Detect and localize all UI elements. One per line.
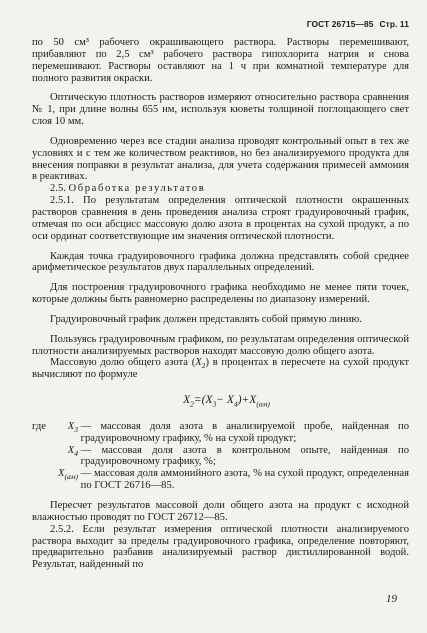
document-body [32, 37, 409, 571]
header-standard: ГОСТ 26715—85 [306, 19, 374, 29]
def-x4-text: — массовая доля азота в контрольном опыте, найденная по градуировочному графику, %; [80, 444, 409, 468]
formula-lhs-sub: 2 [190, 399, 194, 409]
p9-post: ) в процентах в пересчете на сухой продукт вычисляют по формуле [32, 357, 409, 381]
paragraph-2-5-2: 2.5.2. Если результат измерения оптической плотности анализируемого раствора выходит за пределы градуировочного графика, определение повторяют, предварительно разбавив анализируемый раствор дистиллированной водой. Результат, найденный по [32, 523, 409, 571]
p9-subscript: 2 [201, 361, 206, 371]
def-x3-text: — массовая доля азота в анализируемой пробе, найденная по градуировочному графику, % на сухой продукт; [80, 420, 409, 444]
formula-c-sub: (ам) [256, 399, 270, 409]
paragraph-7: Градуировочный график должен представлять собой прямую линию. [50, 313, 362, 325]
formula-minus: − [216, 394, 227, 407]
formula-b: X [226, 394, 234, 407]
formula-eq: =( [193, 394, 206, 407]
formula [44, 395, 409, 407]
def-x4-symbol: X [67, 444, 75, 456]
paragraph-9 [32, 357, 409, 381]
formula-b-sub: 4 [233, 399, 238, 409]
def-x3-sub: 3 [74, 425, 78, 435]
p9-pre: Массовую долю общего азота ( [50, 357, 196, 369]
section-number: 2.5. [50, 183, 66, 195]
def-xam-sub: (ам) [64, 472, 78, 482]
formula-plus: )+ [237, 394, 250, 407]
formula-c: X [249, 394, 257, 407]
paragraph-1: по 50 см³ рабочего окрашивающего раствора. Растворы перемешивают, прибавляют по 2,5 см³ рабочего раствора гипохлорита натрия и снова перемешивают. Растворы оставляют на 1 ч при комнатной температуре для полного развития окраски. [32, 37, 409, 84]
definition-list [32, 421, 409, 492]
paragraph-6: Для построения градуировочного графика необходимо не менее пяти точек, которые должны быть равномерно распределены по диапазону измерений. [32, 282, 409, 306]
page-header [307, 19, 409, 31]
paragraph-2: Оптическую плотность растворов измеряют относительно раствора сравнения № 1, при длине волны 655 нм, используя кюветы толщиной поглощающего свет слоя 10 мм. [32, 92, 409, 128]
formula-lhs: X [183, 394, 191, 407]
definition-lead-word: где [32, 420, 46, 432]
definition-x4 [32, 445, 409, 469]
def-xam-symbol: X [57, 468, 65, 480]
paragraph-8: Пользуясь градуировочным графиком, по результатам определения оптической плотности анализируемых растворов находят массовую долю общего азота. [32, 333, 409, 357]
paragraph-10: Пересчет результатов массовой доли общего азота на продукт с исходной влажностью проводят по ГОСТ 26712—85. [32, 500, 409, 523]
section-heading [32, 183, 409, 195]
def-x4-sub: 4 [74, 448, 78, 458]
page-number: 19 [386, 593, 397, 606]
paragraph-3: Одновременно через все стадии анализа проводят контрольный опыт в тех же условиях и с тем же количеством реактивов, но без анализируемого продукта для внесения поправки в результат анализа, для учета содержания примесей аммония в реактивах. [32, 135, 409, 183]
definition-xam [32, 468, 409, 492]
definition-x3 [32, 421, 409, 445]
paragraph-2-5-1: 2.5.1. По результатам определения оптической плотности окрашенных растворов сравнения в день проведения анализа строят градуировочный график, отмечая по оси абсцисс массовую долю азота в процентах на сухой продукт, а по оси ординат соответствующие им значения оптической плотности. [32, 195, 409, 242]
paragraph-5: Каждая точка градуировочного графика должна представлять собой среднее арифметическое результатов двух параллельных определений. [32, 250, 409, 274]
def-xam-text: — массовая доля аммонийного азота, % на сухой продукт, определенная по ГОСТ 26716—85. [80, 468, 409, 492]
formula-a: X [205, 394, 213, 407]
p9-symbol: X [195, 357, 202, 369]
section-title: Обработка результатов [68, 183, 206, 195]
def-x3-symbol: X [67, 420, 75, 432]
formula-a-sub: 3 [212, 399, 217, 409]
header-page-label: Стр. 11 [379, 19, 409, 29]
